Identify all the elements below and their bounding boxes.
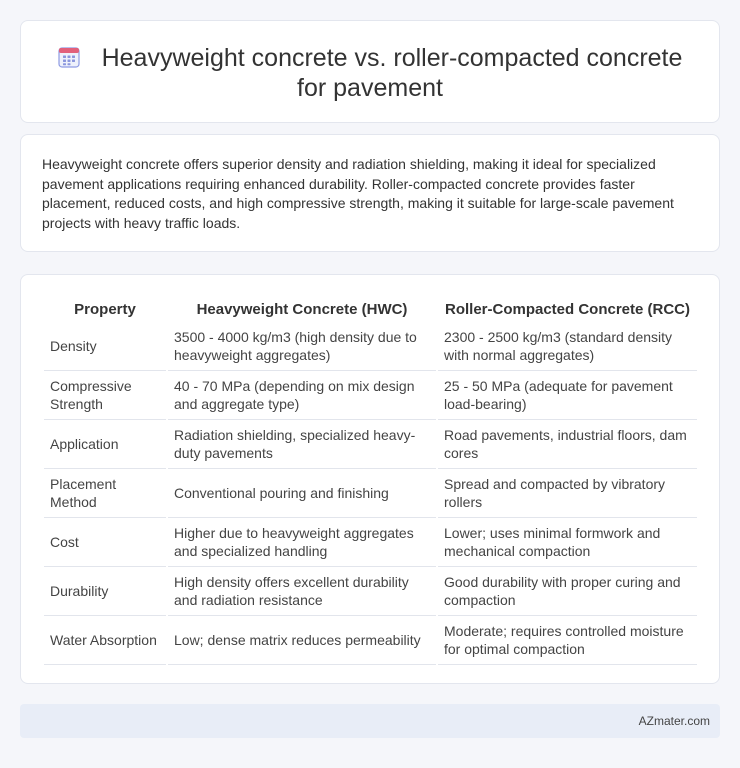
row-property: Durability xyxy=(44,567,166,616)
comparison-card xyxy=(20,274,720,684)
row-property: Application xyxy=(44,420,166,469)
row-rcc-value: Lower; uses minimal formwork and mechanical compaction xyxy=(438,518,697,567)
row-rcc-value: 25 - 50 MPa (adequate for pavement load-bearing) xyxy=(438,371,697,420)
row-rcc-value: Moderate; requires controlled moisture for optimal compaction xyxy=(438,616,697,665)
row-rcc-value: Good durability with proper curing and compaction xyxy=(438,567,697,616)
comparison-table xyxy=(42,296,699,665)
row-hwc-value: Low; dense matrix reduces permeability xyxy=(168,616,436,665)
row-rcc-value: 2300 - 2500 kg/m3 (standard density with normal aggregates) xyxy=(438,322,697,371)
row-hwc-value: 3500 - 4000 kg/m3 (high density due to heavyweight aggregates) xyxy=(168,322,436,371)
header-property: Property xyxy=(74,300,136,318)
title-card xyxy=(20,20,720,123)
row-rcc-value: Spread and compacted by vibratory rollers xyxy=(438,469,697,518)
row-hwc-value: 40 - 70 MPa (depending on mix design and aggregate type) xyxy=(168,371,436,420)
table-row xyxy=(44,469,697,518)
row-hwc-value: Radiation shielding, specialized heavy-duty pavements xyxy=(168,420,436,469)
row-property: Cost xyxy=(44,518,166,567)
intro-paragraph: Heavyweight concrete offers superior density and radiation shielding, making it ideal for specialized pavement applications requiring enhanced durability. Roller-compacted concrete provides faster placement, reduced costs, and high compressive strength, making it suitable for large-scale pavement projects with heavy traffic loads. xyxy=(42,156,674,231)
row-hwc-value: High density offers excellent durability and radiation resistance xyxy=(168,567,436,616)
table-row xyxy=(44,518,697,567)
page-title-wrap xyxy=(21,43,719,103)
row-hwc-value: Conventional pouring and finishing xyxy=(168,469,436,518)
table-header-row xyxy=(44,296,697,322)
footer-source: AZmater.com xyxy=(638,714,710,728)
page-title: Heavyweight concrete vs. roller-compacted concrete for pavement xyxy=(101,44,683,102)
footer-bar xyxy=(20,704,720,738)
calendar-icon xyxy=(58,45,80,67)
row-hwc-value: Higher due to heavyweight aggregates and specialized handling xyxy=(168,518,436,567)
header-rcc: Roller-Compacted Concrete (RCC) xyxy=(444,300,691,318)
intro-card xyxy=(20,134,720,252)
table-row xyxy=(44,616,697,665)
table-row xyxy=(44,567,697,616)
header-hwc: Heavyweight Concrete (HWC) xyxy=(196,300,408,318)
row-rcc-value: Road pavements, industrial floors, dam cores xyxy=(438,420,697,469)
row-property: Placement Method xyxy=(44,469,166,518)
row-property: Density xyxy=(44,322,166,371)
table-row xyxy=(44,420,697,469)
row-property: Compressive Strength xyxy=(44,371,166,420)
table-row xyxy=(44,371,697,420)
table-row xyxy=(44,322,697,371)
row-property: Water Absorption xyxy=(44,616,166,665)
